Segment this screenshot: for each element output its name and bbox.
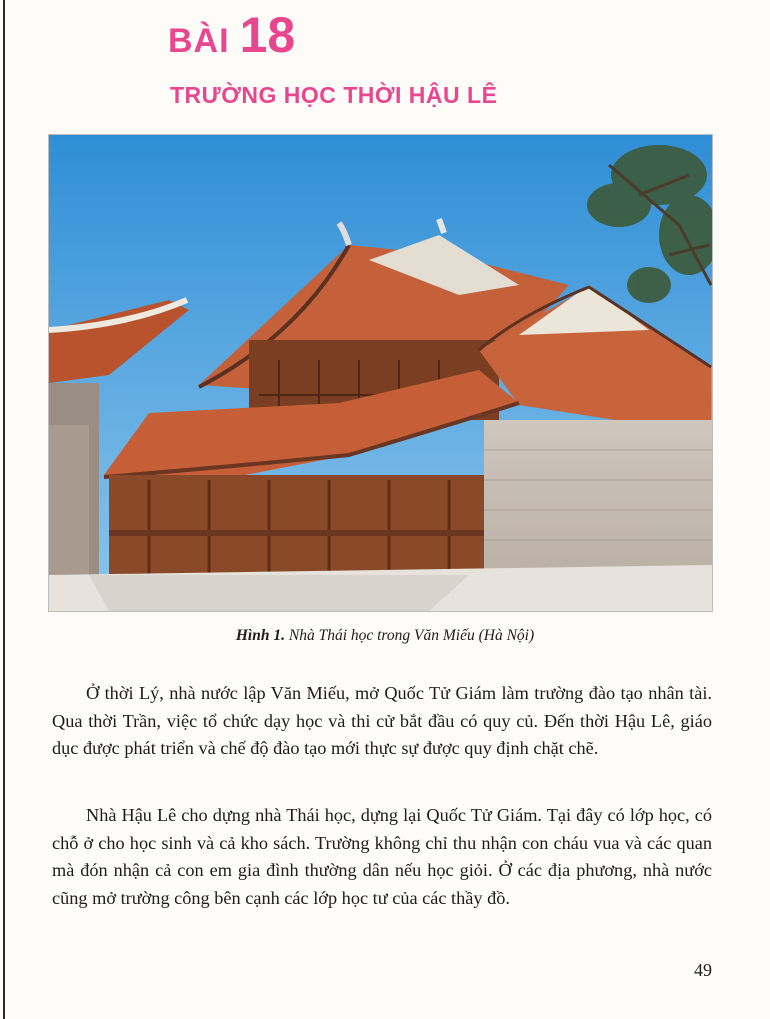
figure-photo-thai-hoc-house [48, 134, 713, 612]
lesson-heading [168, 6, 295, 64]
figure-caption [0, 627, 770, 645]
lesson-number: 18 [239, 7, 296, 63]
caption-text: Nhà Thái học trong Văn Miếu (Hà Nội) [284, 627, 535, 644]
paragraph-2: Nhà Hậu Lê cho dựng nhà Thái học, dựng lại Quốc Tử Giám. Tại đây có lớp học, có chỗ ở cho học sinh và cả kho sách. Trường không chỉ thu nhận con cháu vua và các quan mà đón nhận cả con em gia đình thường dân nếu học giỏi. Ở các địa phương, nhà nước cũng mở trường công bên cạnh các lớp học tư của các thầy đồ. [52, 805, 712, 908]
page-number: 49 [694, 960, 712, 980]
temple-photo-illustration [49, 135, 712, 611]
caption-label: Hình 1. [235, 627, 285, 644]
page-edge-rule [3, 0, 5, 1019]
lesson-title: TRƯỜNG HỌC THỜI HẬU LÊ [170, 82, 498, 108]
paragraph-1: Ở thời Lý, nhà nước lập Văn Miếu, mở Quốc Tử Giám làm trường đào tạo nhân tài. Qua thời Trần, việc tổ chức dạy học và thi cử bắt đầu có quy củ. Đến thời Hậu Lê, giáo dục được phát triển và chế độ đào tạo mới thực sự được quy định chặt chẽ. [52, 683, 712, 758]
lesson-word: BÀI [168, 22, 230, 60]
